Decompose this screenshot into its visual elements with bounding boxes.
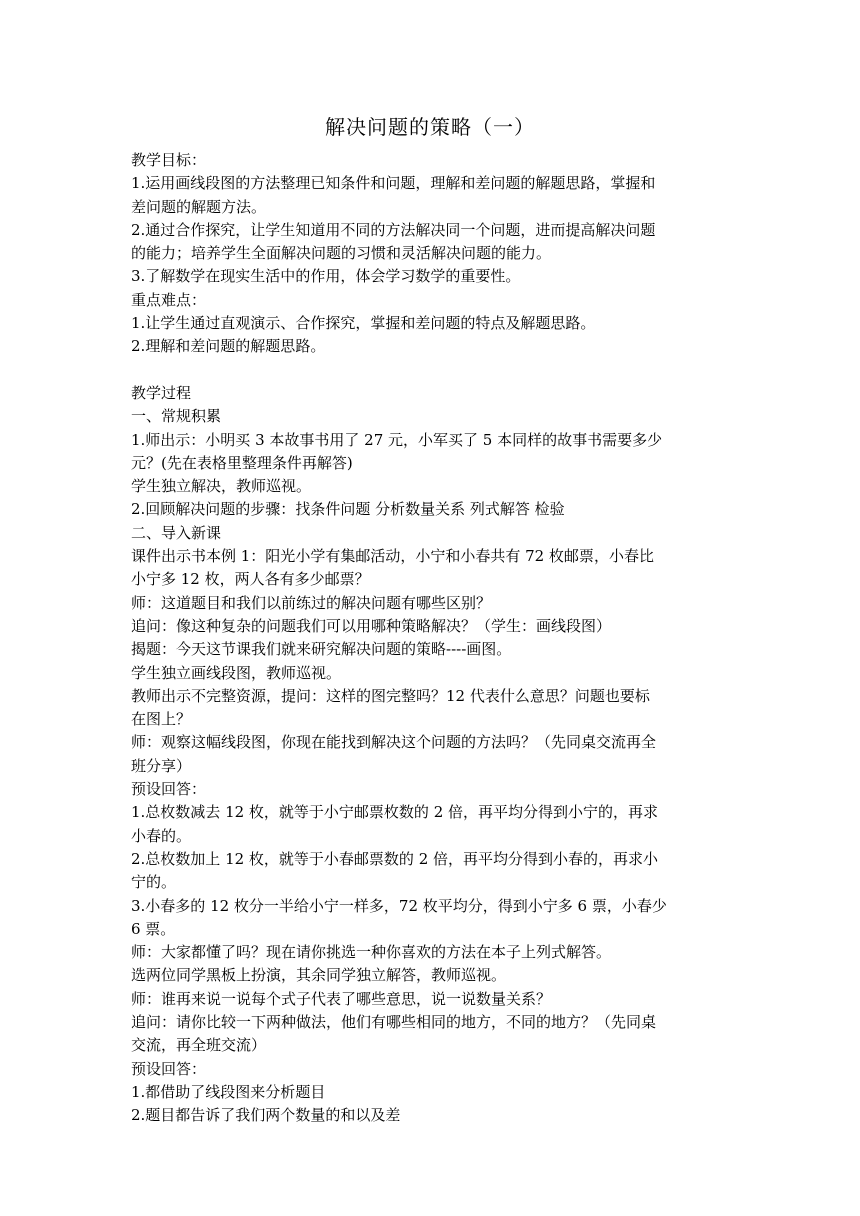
text-line: 二、导入新课 <box>131 523 222 542</box>
text-line: 师：这道题目和我们以前练过的解决问题有哪些区别？ <box>131 593 492 612</box>
text-line: 宁的。 <box>131 873 177 892</box>
text-line: 课件出示书本例 1：阳光小学有集邮活动，小宁和小春共有 72 枚邮票，小春比 <box>131 547 654 566</box>
text-line: 师：大家都懂了吗？现在请你挑选一种你喜欢的方法在本子上列式解答。 <box>131 943 612 962</box>
text-line: 2.回顾解决问题的步骤：找条件问题 分析数量关系 列式解答 检验 <box>131 500 565 519</box>
text-line: 小春的。 <box>131 826 192 845</box>
text-line: 1.总枚数减去 12 枚，就等于小宁邮票枚数的 2 倍，再平均分得到小宁的，再求 <box>131 803 659 822</box>
text-line: 教师出示不完整资源，提问：这样的图完整吗？12 代表什么意思？问题也要标 <box>131 686 650 705</box>
text-line: 差问题的解题方法。 <box>131 197 267 216</box>
text-line: 选两位同学黑板上扮演，其余同学独立解答，教师巡视。 <box>131 966 507 985</box>
text-line: 2.题目都告诉了我们两个数量的和以及差 <box>131 1106 401 1125</box>
text-line: 预设回答： <box>131 780 207 799</box>
text-line: 1.师出示：小明买 3 本故事书用了 27 元，小军买了 5 本同样的故事书需要多少 <box>131 430 663 449</box>
blank-line <box>131 359 731 382</box>
text-line: 追问：像这种复杂的问题我们可以用哪种策略解决？（学生：画线段图） <box>131 616 612 635</box>
text-line: 1.让学生通过直观演示、合作探究，掌握和差问题的特点及解题思路。 <box>131 314 596 333</box>
text-line: 预设回答： <box>131 1059 207 1078</box>
text-line: 2.总枚数加上 12 枚，就等于小春邮票数的 2 倍，再平均分得到小春的，再求小 <box>131 849 659 868</box>
text-line: 教学目标： <box>131 151 207 169</box>
document-body <box>131 149 731 1127</box>
document-title: 解决问题的策略（一） <box>325 115 535 139</box>
text-line: 6 票。 <box>131 919 176 938</box>
text-line: 在图上？ <box>131 710 192 729</box>
text-line: 班分享） <box>131 756 192 775</box>
text-line: 1.都借助了线段图来分析题目 <box>131 1082 326 1101</box>
text-line: 揭题：今天这节课我们就来研究解决问题的策略----画图。 <box>131 640 512 659</box>
text-line: 1.运用画线段图的方法整理已知条件和问题，理解和差问题的解题思路，掌握和 <box>131 174 656 193</box>
text-line: 的能力；培养学生全面解决问题的习惯和灵活解决问题的能力。 <box>131 244 552 263</box>
text-line: 小宁多 12 枚，两人各有多少邮票？ <box>131 570 370 589</box>
text-line: 元？(先在表格里整理条件再解答) <box>131 453 353 472</box>
text-line: 师：观察这幅线段图，你现在能找到解决这个问题的方法吗？（先同桌交流再全 <box>131 733 657 752</box>
text-line: 学生独立解决，教师巡视。 <box>131 477 312 496</box>
text-line: 追问：请你比较一下两种做法，他们有哪些相同的地方，不同的地方？（先同桌 <box>131 1012 657 1031</box>
text-line: 学生独立画线段图，教师巡视。 <box>131 663 342 682</box>
text-line: 教学过程 <box>131 383 192 402</box>
text-line: 2.通过合作探究，让学生知道用不同的方法解决同一个问题，进而提高解决问题 <box>131 220 656 239</box>
text-line: 3.了解数学在现实生活中的作用，体会学习数学的重要性。 <box>131 267 521 286</box>
text-line: 3.小春多的 12 枚分一半给小宁一样多，72 枚平均分，得到小宁多 6 票，小春少 <box>131 896 667 915</box>
text-line: 2.理解和差问题的解题思路。 <box>131 337 326 356</box>
text-line: 重点难点： <box>131 290 207 309</box>
text-line: 交流，再全班交流） <box>131 1036 267 1055</box>
text-line: 师：谁再来说一说每个式子代表了哪些意思，说一说数量关系？ <box>131 989 552 1008</box>
text-line: 一、常规积累 <box>131 407 222 426</box>
